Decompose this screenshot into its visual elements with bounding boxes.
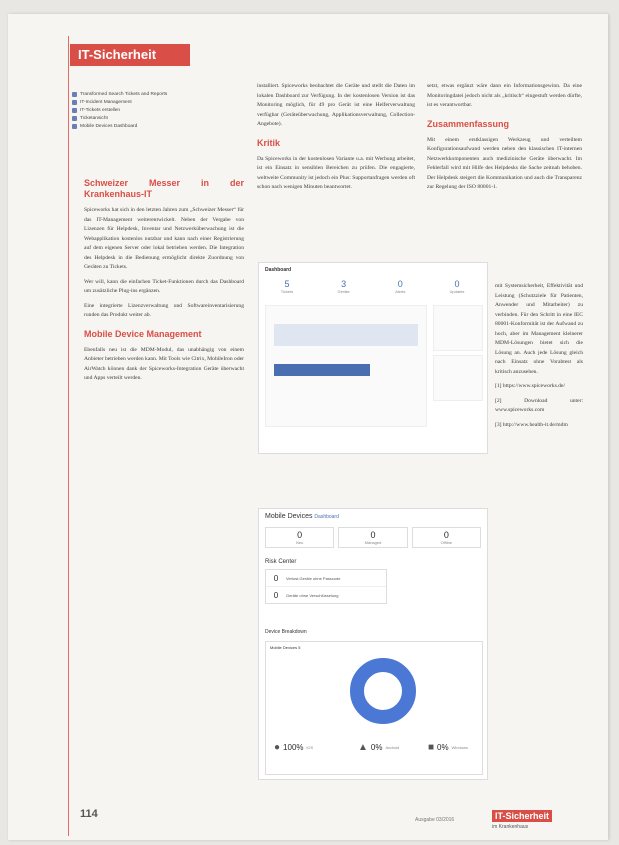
heading-mdm: Mobile Device Management bbox=[84, 328, 202, 339]
android-icon: ▲ bbox=[358, 742, 368, 753]
list-icon bbox=[72, 100, 77, 105]
issue-label: Ausgabe 03/2016 bbox=[415, 817, 455, 823]
paragraph: installiert. Spiceworks beobachtet die Geräte und stellt die Daten im lokalen Dashboard zur Verfügung. In der kostenlosen Version ist das Monitoring möglich, für 49 pro Gerät ist eine Helferverwaltung verfügbar (Geräteüberwachung, Applikationsverwaltung, Collection-Angebote). bbox=[257, 83, 415, 127]
chart-placeholder bbox=[274, 324, 418, 346]
stat-label: Tickets bbox=[280, 289, 294, 294]
page-number: 114 bbox=[80, 808, 98, 820]
reference: [3] http://www.health-it.de/mdm bbox=[495, 421, 568, 428]
paragraph: setzt, etwas ergänzt wäre dann ein Informationsgewinn. Da eine Monitoringdatei jedoch nicht als „kritisch“ eingestuft werden dürfte, ist es verantwortbar. bbox=[427, 83, 582, 108]
ios-stat: ● 100% iOS bbox=[274, 742, 314, 753]
paragraph: Ebenfalls neu ist die MDM-Modul, das unabhängig von einem Anbieter betrieben werden kann. Mit Tools wie Citrix, MobileIron oder AirWatch können dank der Spiceworks-Integration Geräte überwacht und Apps verteilt werden. bbox=[84, 346, 244, 381]
section-header bbox=[70, 44, 190, 66]
stat-value: 3 bbox=[341, 279, 347, 289]
logo-bottom: im Krankenhaus bbox=[492, 824, 529, 830]
paragraph: Spiceworks hat sich in den letzten Jahren zum „Schweizer Messer“ für das IT-Management weiterentwickelt. Neben der Vergabe von Lizenzen für Helpdesk, Inventar und Netzwerküberwachung ist die Webapplikation kostenlos nutzbar und kann nach einer Registrierung auf dem eigenen Server oder lokal betrieben werden. Die Integration des Helpdesk in die Bedienung ermöglicht direkte Zuordnung von Geräten zu Tickets. bbox=[84, 207, 244, 270]
stat-value: 0 bbox=[443, 530, 449, 540]
column-2 bbox=[257, 82, 415, 198]
figure-item: IT-Tickets erstellen bbox=[72, 106, 252, 114]
paragraph: mit Systemsicherheit, Effektivität und Leistung (Schutzziele für Patienten, Anwender und Mitarbeiter) zu verbinden. Für den Schritt in eine IEC 80001-Konformität ist der Aufwand zu hoch, aber im Management kleinerer MDM-Lösungen bietet sich die Lösung an. Auch jede Lösung gleich nach Einsatz ohne Vorabtest als kritisch anzusehen. bbox=[495, 283, 583, 375]
magazine-logo bbox=[492, 806, 572, 828]
donut-ring bbox=[357, 665, 409, 717]
list-icon bbox=[72, 124, 77, 129]
mobile-title: Mobile Devices bbox=[265, 513, 313, 520]
side-widget bbox=[433, 305, 483, 351]
stats-row bbox=[267, 279, 477, 294]
risk-row: 0 Verlust-Geräte ohne Passcode bbox=[266, 570, 386, 587]
list-icon bbox=[72, 116, 77, 121]
paragraph: Da Spiceworks in der kostenlosen Variante u.a. mit Werbung arbeitet, ist ein Einsatz in sensiblen Bereichen zu prüfen. Die engagierte, weltweite Community ist jedoch ein Plus: Supportanfragen werden oft schon nach wenigen Minuten beantwortet. bbox=[257, 155, 415, 190]
dashboard-title: Dashboard bbox=[265, 267, 292, 273]
column-1 bbox=[84, 170, 244, 389]
stat-value: 0 bbox=[370, 530, 376, 540]
heading-zusammenfassung: Zusammenfassung bbox=[427, 118, 510, 129]
stat-label: Updates bbox=[449, 289, 465, 294]
tickets-panel bbox=[265, 305, 427, 427]
risk-center-title: Risk Center bbox=[265, 559, 297, 565]
list-icon bbox=[72, 108, 77, 113]
list-icon bbox=[72, 92, 77, 97]
reference: [2] Download unter: www.spiceworks.com bbox=[495, 397, 583, 413]
windows-icon: ■ bbox=[428, 742, 435, 753]
android-stat: ▲ 0% Android bbox=[358, 742, 400, 753]
stat-value: 0 bbox=[297, 530, 303, 540]
figure-item: Ticketansicht bbox=[72, 114, 252, 122]
stat-label: Alerts bbox=[395, 289, 406, 294]
margin-rule bbox=[68, 36, 69, 836]
windows-stat: ■ 0% Windows bbox=[428, 742, 468, 753]
reference: [1] https://www.spiceworks.de/ bbox=[495, 383, 566, 389]
stat-value: 0 bbox=[397, 279, 403, 289]
dashboard-screenshot bbox=[258, 262, 488, 454]
breakdown-panel bbox=[265, 641, 483, 775]
mobile-devices-screenshot bbox=[258, 508, 488, 780]
risk-row: 0 Geräte ohne Verschlüsselung bbox=[273, 590, 339, 600]
heading-kritik: Kritik bbox=[257, 137, 281, 148]
breakdown-title: Device Breakdown bbox=[265, 629, 307, 635]
risk-list bbox=[265, 569, 387, 604]
figure-legend bbox=[72, 90, 252, 130]
stat-label: Managed bbox=[364, 540, 382, 545]
mobile-stats bbox=[265, 527, 481, 548]
stat-label: Geräte bbox=[337, 289, 350, 294]
column-3 bbox=[427, 82, 582, 198]
donut-chart bbox=[348, 656, 418, 726]
stat-value: 0 bbox=[454, 279, 460, 289]
paragraph: Mit einem erstklassigen Werkzeug und verteiltem Konfigurationsaufwand werden neben den klassischen IT-internen Netzwerkkomponenten auch medizinische Geräte überwacht. Im Fehlerfall wird mit Hilfe des Helpdesks die Sache zeitnah behoben. Der Helpdesk steigert die Kommunikation und auch die Transparenz zur Regelung der ISO 80001-1. bbox=[427, 136, 582, 190]
heading-schweizer: Schweizer Messer in der Krankenhaus-IT bbox=[84, 178, 244, 199]
paragraph: Wer will, kann die einfachen Ticket-Funktionen durch das Dashboard um zusätzliche Plug-ins ergänzen. bbox=[84, 278, 244, 294]
tab-dashboard[interactable]: Dashboard bbox=[314, 514, 339, 520]
stat-label: Neu bbox=[295, 540, 304, 545]
figure-item: Transformed Search Tickets and Reports bbox=[72, 90, 252, 98]
apple-icon: ● bbox=[274, 742, 281, 753]
section-title: IT-Sicherheit bbox=[78, 47, 157, 62]
progress-bar bbox=[274, 364, 370, 376]
figure-item: Mobile Devices Dashboard bbox=[72, 122, 252, 130]
breakdown-subtitle: Mobile Devices 5 bbox=[270, 645, 301, 650]
paragraph: Eine integrierte Lizenzverwaltung und Softwareinventarisierung runden das Produkt weiter ab. bbox=[84, 302, 244, 318]
logo-top: IT-Sicherheit bbox=[492, 810, 552, 822]
stat-value: 5 bbox=[284, 279, 290, 289]
stat-label: Offline bbox=[440, 540, 453, 545]
side-widget bbox=[433, 355, 483, 401]
column-3-wrap bbox=[495, 282, 583, 435]
figure-item: IT-Incident Management bbox=[72, 98, 252, 106]
